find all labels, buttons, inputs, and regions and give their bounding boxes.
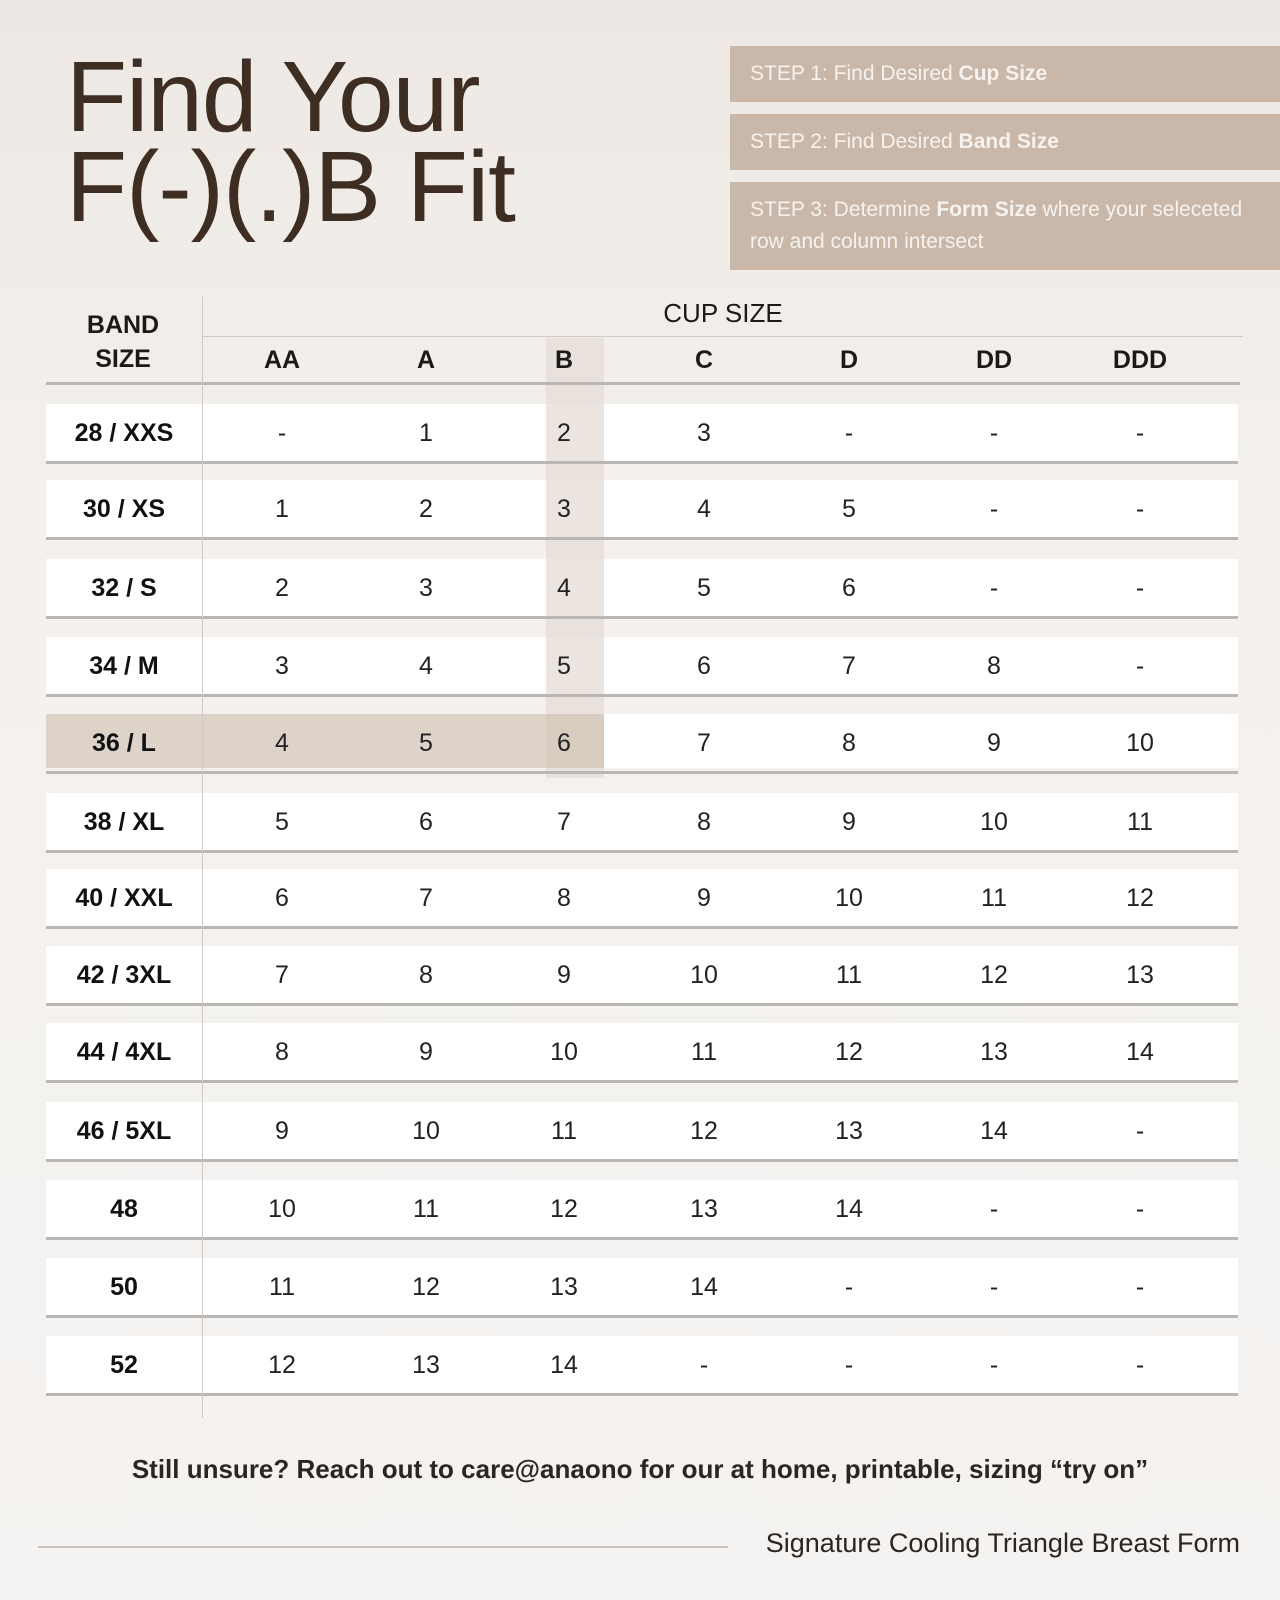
cup-header-aa: AA bbox=[263, 346, 301, 374]
form-size-cell: 3 bbox=[419, 574, 433, 602]
footer-note: Still unsure? Reach out to care@anaono for our at home, printable, sizing “try on” bbox=[131, 1454, 1149, 1484]
form-size-cell: 12 bbox=[835, 1038, 863, 1066]
form-size-cell: - bbox=[844, 1351, 854, 1379]
form-size-cell: 10 bbox=[550, 1038, 578, 1066]
row-divider bbox=[46, 694, 1238, 697]
form-size-cell: 6 bbox=[557, 729, 571, 757]
form-size-cell: 10 bbox=[412, 1117, 440, 1145]
row-background bbox=[46, 793, 1238, 851]
form-size-cell: 6 bbox=[275, 884, 289, 912]
form-size-cell: 10 bbox=[268, 1195, 296, 1223]
form-size-cell: 8 bbox=[557, 884, 571, 912]
form-size-cell: 7 bbox=[557, 808, 571, 836]
step-1-text: STEP 1: Find Desired bbox=[750, 62, 959, 85]
band-size-cell: 28 / XXS bbox=[74, 419, 174, 447]
band-size-cell: 32 / S bbox=[91, 574, 157, 602]
form-size-cell: - bbox=[989, 1351, 999, 1379]
form-size-cell: 9 bbox=[842, 808, 856, 836]
form-size-cell: 13 bbox=[980, 1038, 1008, 1066]
row-background bbox=[46, 480, 1238, 538]
form-size-cell: 12 bbox=[980, 961, 1008, 989]
row-divider bbox=[46, 1393, 1238, 1396]
step-1-emphasis: Cup Size bbox=[958, 62, 1048, 85]
signature-divider bbox=[38, 1546, 728, 1548]
form-size-cell: - bbox=[699, 1351, 709, 1379]
form-size-cell: 14 bbox=[550, 1351, 578, 1379]
form-size-cell: 4 bbox=[557, 574, 571, 602]
form-size-cell: - bbox=[1135, 652, 1145, 680]
form-size-cell: 14 bbox=[690, 1273, 718, 1301]
form-size-cell: 9 bbox=[697, 884, 711, 912]
form-size-cell: 13 bbox=[835, 1117, 863, 1145]
cup-header-dd: DD bbox=[975, 346, 1013, 374]
steps-panel bbox=[730, 46, 1280, 282]
form-size-cell: - bbox=[989, 1273, 999, 1301]
form-size-cell: 2 bbox=[419, 495, 433, 523]
row-background bbox=[46, 869, 1238, 927]
cup-size-header: CUP SIZE bbox=[663, 298, 783, 328]
step-2-emphasis: Band Size bbox=[958, 130, 1059, 153]
step-2 bbox=[730, 114, 1280, 170]
row-divider bbox=[46, 616, 1238, 619]
form-size-cell: 6 bbox=[842, 574, 856, 602]
form-size-cell: 10 bbox=[1126, 729, 1154, 757]
header-divider bbox=[46, 382, 1240, 385]
row-divider bbox=[46, 771, 1238, 774]
form-size-cell: 8 bbox=[697, 808, 711, 836]
form-size-cell: 12 bbox=[412, 1273, 440, 1301]
form-size-cell: 8 bbox=[419, 961, 433, 989]
form-size-cell: - bbox=[1135, 1117, 1145, 1145]
cup-header-b: B bbox=[554, 346, 574, 374]
step-1 bbox=[730, 46, 1280, 102]
band-column-divider bbox=[202, 296, 203, 1418]
form-size-cell: 6 bbox=[697, 652, 711, 680]
step-3-emphasis: Form Size bbox=[936, 198, 1037, 221]
cup-header-a: A bbox=[416, 346, 436, 374]
form-size-cell: 11 bbox=[981, 884, 1007, 912]
form-size-cell: 11 bbox=[413, 1195, 439, 1223]
form-size-cell: 13 bbox=[412, 1351, 440, 1379]
band-size-cell: 38 / XL bbox=[83, 808, 165, 836]
table-row bbox=[46, 793, 1240, 851]
row-divider bbox=[46, 926, 1238, 929]
page-title bbox=[66, 41, 515, 243]
band-size-cell: 42 / 3XL bbox=[76, 961, 172, 989]
band-size-cell: 52 bbox=[110, 1351, 138, 1379]
table-row bbox=[46, 637, 1240, 695]
form-size-cell: - bbox=[1135, 1351, 1145, 1379]
cup-header-c: C bbox=[694, 346, 714, 374]
band-size-header bbox=[46, 308, 200, 376]
form-size-cell: 9 bbox=[557, 961, 571, 989]
form-size-cell: 8 bbox=[842, 729, 856, 757]
form-size-cell: 3 bbox=[275, 652, 289, 680]
title-line-1: Find Your bbox=[66, 41, 480, 153]
row-divider bbox=[46, 850, 1238, 853]
form-size-cell: - bbox=[989, 1195, 999, 1223]
product-signature: Signature Cooling Triangle Breast Form bbox=[765, 1528, 1240, 1558]
form-size-cell: 4 bbox=[697, 495, 711, 523]
band-header-line-2: SIZE bbox=[95, 345, 151, 373]
row-divider bbox=[46, 1080, 1238, 1083]
form-size-cell: - bbox=[1135, 495, 1145, 523]
band-size-cell: 36 / L bbox=[92, 729, 156, 757]
row-background bbox=[46, 1102, 1238, 1160]
row-divider bbox=[46, 537, 1238, 540]
form-size-cell: 7 bbox=[275, 961, 289, 989]
form-size-cell: 1 bbox=[275, 495, 289, 523]
form-size-cell: - bbox=[844, 419, 854, 447]
form-size-cell: - bbox=[1135, 419, 1145, 447]
form-size-cell: 13 bbox=[1126, 961, 1154, 989]
form-size-cell: 3 bbox=[557, 495, 571, 523]
form-size-cell: - bbox=[1135, 1195, 1145, 1223]
form-size-cell: 5 bbox=[557, 652, 571, 680]
row-divider bbox=[46, 1159, 1238, 1162]
band-size-cell: 30 / XS bbox=[83, 495, 165, 523]
form-size-cell: 14 bbox=[1126, 1038, 1154, 1066]
table-row bbox=[46, 869, 1240, 927]
form-size-cell: 9 bbox=[275, 1117, 289, 1145]
row-divider bbox=[46, 1237, 1238, 1240]
step-3-suffix: where your seleceted row and column intersect bbox=[750, 198, 1243, 253]
form-size-cell: - bbox=[844, 1273, 854, 1301]
form-size-cell: 5 bbox=[842, 495, 856, 523]
form-size-cell: 2 bbox=[275, 574, 289, 602]
form-size-cell: 7 bbox=[697, 729, 711, 757]
table-row bbox=[46, 1336, 1240, 1394]
table-row bbox=[46, 1102, 1240, 1160]
band-header-line-1: BAND bbox=[86, 311, 160, 339]
cup-header-ddd: DDD bbox=[1112, 346, 1168, 374]
form-size-cell: 11 bbox=[269, 1273, 295, 1301]
row-background bbox=[46, 637, 1238, 695]
title-line-2: F(-)(.)B Fit bbox=[66, 131, 515, 243]
form-size-cell: 1 bbox=[419, 419, 433, 447]
form-size-cell: - bbox=[989, 574, 999, 602]
form-size-cell: 12 bbox=[268, 1351, 296, 1379]
form-size-cell: 11 bbox=[836, 961, 862, 989]
band-size-cell: 34 / M bbox=[89, 652, 159, 680]
form-size-cell: 11 bbox=[691, 1038, 717, 1066]
form-size-cell: 7 bbox=[842, 652, 856, 680]
form-size-cell: 8 bbox=[987, 652, 1001, 680]
form-size-cell: - bbox=[1135, 1273, 1145, 1301]
form-size-cell: 8 bbox=[275, 1038, 289, 1066]
form-size-cell: - bbox=[989, 419, 999, 447]
form-size-cell: - bbox=[989, 495, 999, 523]
form-size-cell: 10 bbox=[980, 808, 1008, 836]
row-background bbox=[46, 559, 1238, 617]
form-size-cell: - bbox=[277, 419, 287, 447]
form-size-cell: 13 bbox=[690, 1195, 718, 1223]
row-background bbox=[46, 946, 1238, 1004]
band-size-cell: 46 / 5XL bbox=[76, 1117, 172, 1145]
cup-header-d: D bbox=[839, 346, 859, 374]
form-size-cell: 2 bbox=[557, 419, 571, 447]
row-background bbox=[46, 1336, 1238, 1394]
form-size-cell: 12 bbox=[690, 1117, 718, 1145]
table-row bbox=[46, 1180, 1240, 1238]
step-3 bbox=[730, 182, 1280, 270]
row-background bbox=[46, 1180, 1238, 1238]
form-size-cell: 12 bbox=[550, 1195, 578, 1223]
form-size-cell: 3 bbox=[697, 419, 711, 447]
table-row bbox=[46, 946, 1240, 1004]
form-size-cell: 9 bbox=[987, 729, 1001, 757]
form-size-cell: 12 bbox=[1126, 884, 1154, 912]
form-size-cell: 10 bbox=[835, 884, 863, 912]
form-size-cell: 13 bbox=[550, 1273, 578, 1301]
table-row bbox=[46, 714, 1240, 772]
row-background bbox=[46, 404, 1238, 462]
row-divider bbox=[46, 1003, 1238, 1006]
form-size-cell: 4 bbox=[419, 652, 433, 680]
form-size-cell: 14 bbox=[980, 1117, 1008, 1145]
row-divider bbox=[46, 1315, 1238, 1318]
form-size-cell: 9 bbox=[419, 1038, 433, 1066]
form-size-cell: 7 bbox=[419, 884, 433, 912]
form-size-cell: 5 bbox=[275, 808, 289, 836]
table-row bbox=[46, 559, 1240, 617]
row-divider bbox=[46, 461, 1238, 464]
form-size-cell: 4 bbox=[275, 729, 289, 757]
table-row bbox=[46, 404, 1240, 462]
band-size-cell: 44 / 4XL bbox=[76, 1038, 172, 1066]
band-size-cell: 40 / XXL bbox=[75, 884, 173, 912]
row-background bbox=[46, 1023, 1238, 1081]
table-row bbox=[46, 1023, 1240, 1081]
form-size-cell: 14 bbox=[835, 1195, 863, 1223]
form-size-cell: - bbox=[1135, 574, 1145, 602]
band-size-cell: 48 bbox=[110, 1195, 138, 1223]
table-row bbox=[46, 480, 1240, 538]
table-row bbox=[46, 1258, 1240, 1316]
form-size-cell: 11 bbox=[551, 1117, 577, 1145]
step-2-text: STEP 2: Find Desired bbox=[750, 130, 959, 153]
row-background bbox=[46, 1258, 1238, 1316]
form-size-cell: 5 bbox=[419, 729, 433, 757]
form-size-cell: 5 bbox=[697, 574, 711, 602]
step-3-text: STEP 3: Determine bbox=[750, 198, 937, 221]
form-size-cell: 6 bbox=[419, 808, 433, 836]
form-size-cell: 11 bbox=[1127, 808, 1153, 836]
band-size-cell: 50 bbox=[110, 1273, 138, 1301]
cup-header-divider bbox=[203, 336, 1243, 337]
form-size-cell: 10 bbox=[690, 961, 718, 989]
